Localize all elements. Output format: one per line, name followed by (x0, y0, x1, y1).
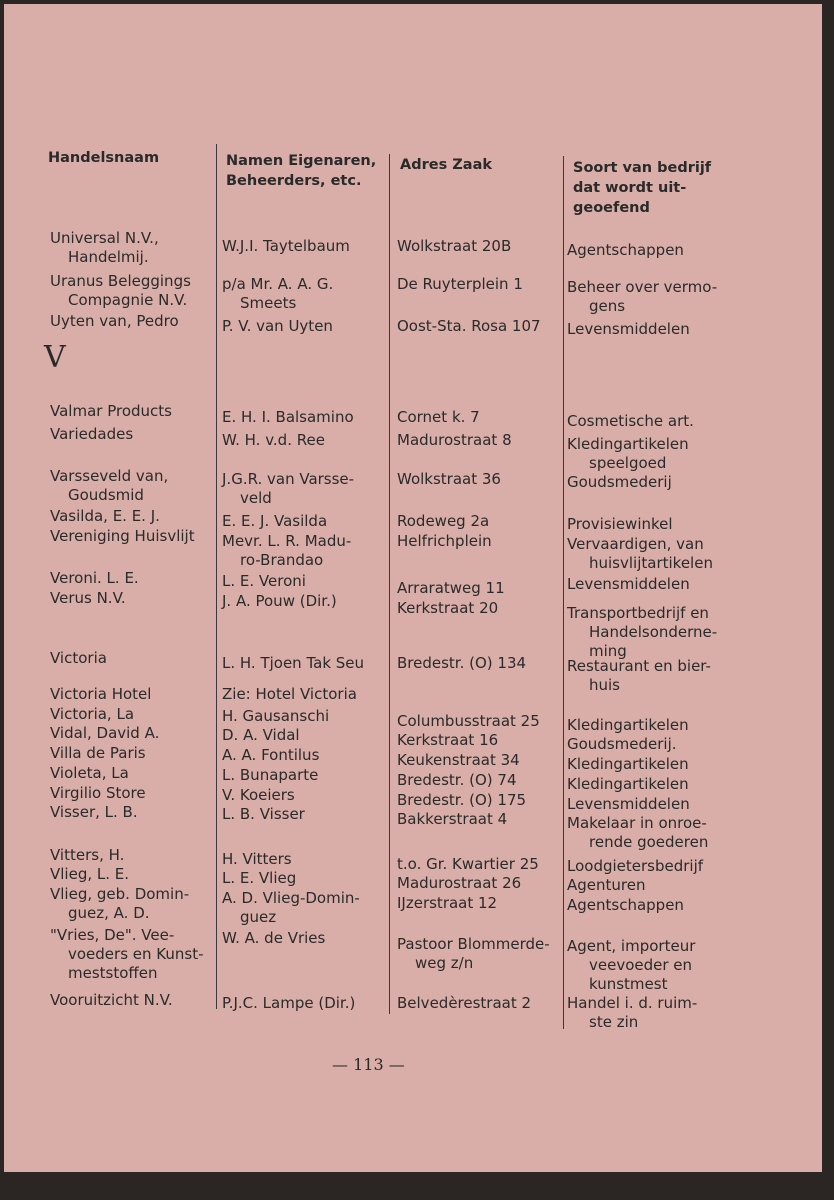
header-handelsnaam: Handelsnaam (48, 150, 160, 166)
entry-owner: L. E. Veroni (222, 572, 306, 590)
entry-kind: gens (589, 297, 626, 315)
entry-owner: L. B. Visser (222, 805, 305, 823)
entry-owner: J.G.R. van Varsse- (222, 470, 355, 488)
entry-name: Vasilda, E. E. J. (50, 507, 160, 525)
entry-owner: Mevr. L. R. Madu- (222, 532, 352, 550)
entry-address: Kerkstraat 16 (397, 731, 499, 749)
entry-name: "Vries, De". Vee- (50, 926, 175, 944)
entry-address: weg z/n (415, 954, 474, 972)
entry-kind: Kledingartikelen (567, 755, 689, 773)
entry-name: Veroni. L. E. (50, 569, 139, 587)
entry-address: Madurostraat 26 (397, 874, 522, 892)
entry-address: Wolkstraat 20B (397, 237, 512, 255)
entry-kind: Levensmiddelen (567, 575, 690, 593)
entry-address: Madurostraat 8 (397, 431, 512, 449)
entry-name: guez, A. D. (68, 904, 150, 922)
entry-owner: H. Gausanschi (222, 707, 330, 725)
entry-owner: W.J.I. Taytelbaum (222, 237, 350, 255)
header-soort: dat wordt uit- (573, 180, 687, 196)
entry-address: IJzerstraat 12 (397, 894, 498, 912)
entry-kind: Handel i. d. ruim- (567, 994, 698, 1012)
entry-name: Victoria (50, 649, 107, 667)
entry-owner: P. V. van Uyten (222, 317, 333, 335)
entry-kind: Kledingartikelen (567, 716, 689, 734)
entry-kind: huisvlijtartikelen (589, 554, 713, 572)
entry-name: Varsseveld van, (50, 467, 169, 485)
entry-kind: Levensmiddelen (567, 320, 690, 338)
entry-kind: ming (589, 642, 627, 660)
entry-address: Keukenstraat 34 (397, 751, 520, 769)
entry-kind: Handelsonderne- (589, 623, 718, 641)
entry-name: Vitters, H. (50, 846, 125, 864)
entry-name: Handelmij. (68, 248, 149, 266)
entry-kind: Kledingartikelen (567, 435, 689, 453)
column-rule-1 (216, 144, 217, 1009)
entry-name: meststoffen (68, 964, 158, 982)
entry-address: De Ruyterplein 1 (397, 275, 523, 293)
entry-kind: Kledingartikelen (567, 775, 689, 793)
header-namen: Beheerders, etc. (226, 173, 362, 189)
entry-address: Helfrichplein (397, 532, 492, 550)
entry-name: Goudsmid (68, 486, 144, 504)
entry-kind: Makelaar in onroe- (567, 814, 707, 832)
entry-address: Oost-Sta. Rosa 107 (397, 317, 541, 335)
entry-address: t.o. Gr. Kwartier 25 (397, 855, 539, 873)
entry-owner: P.J.C. Lampe (Dir.) (222, 994, 356, 1012)
entry-owner: W. H. v.d. Ree (222, 431, 325, 449)
entry-kind: Agent, importeur (567, 937, 696, 955)
entry-name: Visser, L. B. (50, 803, 138, 821)
entry-name: Victoria, La (50, 705, 135, 723)
entry-address: Columbusstraat 25 (397, 712, 540, 730)
entry-name: Variedades (50, 425, 134, 443)
entry-kind: huis (589, 676, 620, 694)
entry-name: Villa de Paris (50, 744, 146, 762)
entry-address: Kerkstraat 20 (397, 599, 499, 617)
entry-name: Universal N.V., (50, 229, 159, 247)
entry-address: Bredestr. (O) 134 (397, 654, 527, 672)
header-soort: geoefend (573, 200, 650, 216)
entry-owner: veld (240, 489, 272, 507)
entry-name: Compagnie N.V. (68, 291, 188, 309)
entry-name: Uyten van, Pedro (50, 312, 179, 330)
entry-address: Rodeweg 2a (397, 512, 490, 530)
entry-owner: L. H. Tjoen Tak Seu (222, 654, 365, 672)
entry-owner: D. A. Vidal (222, 726, 300, 744)
entry-address: Belvedèrestraat 2 (397, 994, 532, 1012)
page-number: — 113 — (332, 1055, 405, 1074)
entry-owner: E. E. J. Vasilda (222, 512, 328, 530)
entry-owner: Zie: Hotel Victoria (222, 685, 357, 703)
entry-kind: Restaurant en bier- (567, 657, 711, 675)
entry-kind: Loodgietersbedrijf (567, 857, 704, 875)
entry-owner: Smeets (240, 294, 297, 312)
entry-kind: Vervaardigen, van (567, 535, 704, 553)
entry-owner: guez (240, 908, 277, 926)
entry-kind: Beheer over vermo- (567, 278, 718, 296)
entry-owner: A. A. Fontilus (222, 746, 320, 764)
entry-name: Victoria Hotel (50, 685, 152, 703)
column-rule-2 (389, 154, 390, 1014)
entry-owner: ro-Brandao (240, 551, 324, 569)
entry-kind: Agentschappen (567, 896, 684, 914)
entry-kind: rende goederen (589, 833, 709, 851)
entry-owner: L. E. Vlieg (222, 869, 297, 887)
entry-owner: V. Koeiers (222, 786, 295, 804)
entry-name: Vlieg, L. E. (50, 865, 130, 883)
entry-name: Vidal, David A. (50, 724, 160, 742)
header-namen: Namen Eigenaren, (226, 153, 377, 169)
entry-name: Valmar Products (50, 402, 172, 420)
entry-kind: Transportbedrijf en (567, 604, 709, 622)
entry-kind: Cosmetische art. (567, 412, 694, 430)
header-adres: Adres Zaak (400, 157, 492, 173)
entry-owner: H. Vitters (222, 850, 292, 868)
entry-kind: Goudsmederij. (567, 735, 677, 753)
entry-owner: L. Bunaparte (222, 766, 319, 784)
header-soort: Soort van bedrijf (573, 160, 712, 176)
entry-kind: speelgoed (589, 454, 667, 472)
entry-name: voeders en Kunst- (68, 945, 204, 963)
page (4, 4, 822, 1172)
entry-address: Bredestr. (O) 74 (397, 771, 517, 789)
column-rule-3 (563, 156, 564, 1029)
entry-address: Cornet k. 7 (397, 408, 480, 426)
entry-name: Violeta, La (50, 764, 129, 782)
entry-address: Bredestr. (O) 175 (397, 791, 527, 809)
entry-kind: veevoeder en (589, 956, 693, 974)
section-letter: V (44, 340, 66, 375)
entry-name: Vlieg, geb. Domin- (50, 885, 190, 903)
entry-owner: J. A. Pouw (Dir.) (222, 592, 337, 610)
entry-address: Bakkerstraat 4 (397, 810, 508, 828)
entry-address: Pastoor Blommerde- (397, 935, 550, 953)
entry-address: Arraratweg 11 (397, 579, 505, 597)
entry-name: Virgilio Store (50, 784, 146, 802)
entry-address: Wolkstraat 36 (397, 470, 501, 488)
entry-name: Vereniging Huisvlijt (50, 527, 195, 545)
entry-name: Verus N.V. (50, 589, 126, 607)
entry-owner: W. A. de Vries (222, 929, 326, 947)
entry-kind: kunstmest (589, 975, 668, 993)
entry-kind: Agentschappen (567, 241, 684, 259)
entry-owner: E. H. I. Balsamino (222, 408, 354, 426)
entry-owner: A. D. Vlieg-Domin- (222, 889, 360, 907)
entry-name: Uranus Beleggings (50, 272, 191, 290)
entry-kind: Goudsmederij (567, 473, 672, 491)
entry-kind: Agenturen (567, 876, 646, 894)
entry-name: Vooruitzicht N.V. (50, 991, 173, 1009)
entry-kind: ste zin (589, 1013, 639, 1031)
entry-kind: Provisiewinkel (567, 515, 673, 533)
entry-kind: Levensmiddelen (567, 795, 690, 813)
entry-owner: p/a Mr. A. A. G. (222, 275, 334, 293)
